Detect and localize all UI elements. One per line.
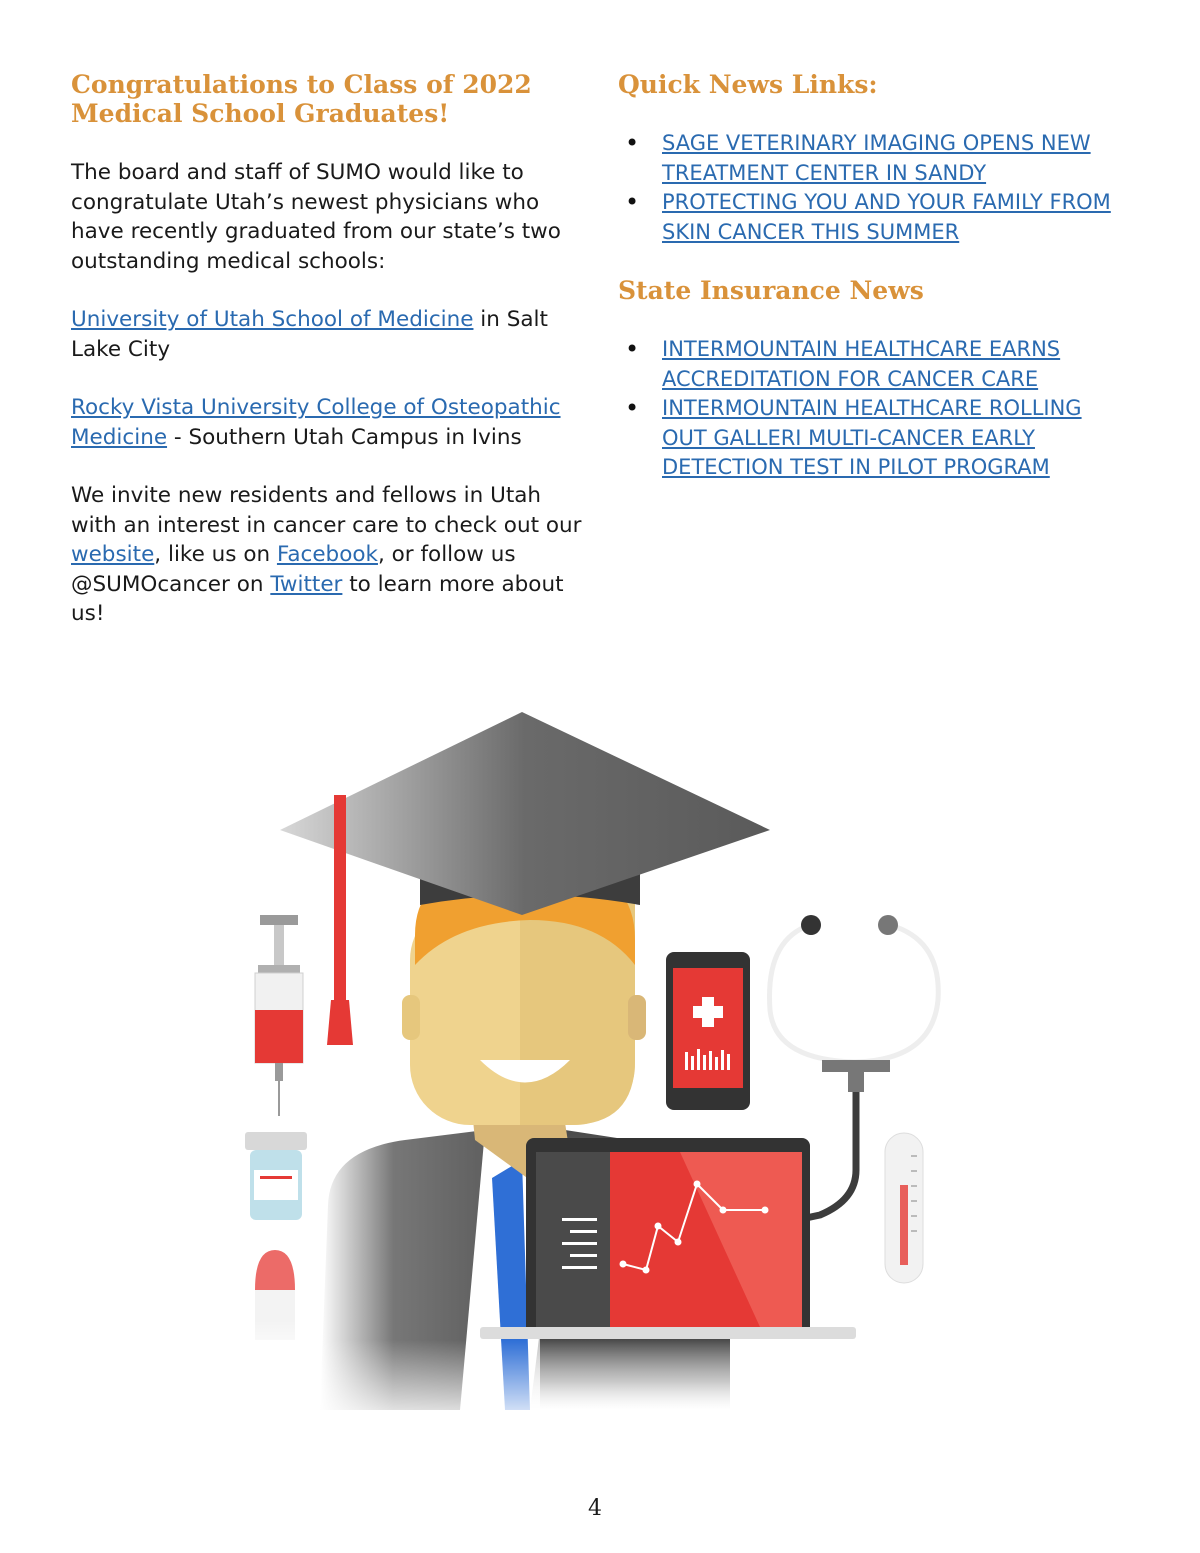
quick-news-heading: Quick News Links: — [618, 70, 878, 99]
school-1-link[interactable]: University of Utah School of Medicine — [71, 307, 474, 332]
insurance-news-list — [618, 335, 1138, 483]
invite-paragraph — [71, 481, 591, 629]
school-1-paragraph — [71, 305, 591, 364]
news-link[interactable]: • INTERMOUNTAIN HEALTHCARE EARNS ACCREDITATION FOR CANCER CARE — [662, 337, 1061, 391]
page-number: 4 — [588, 1496, 602, 1521]
news-link[interactable]: • SAGE VETERINARY IMAGING OPENS NEW TREATMENT CENTER IN SANDY — [662, 131, 1091, 185]
pill-bottle-icon — [245, 1132, 307, 1220]
facebook-link[interactable]: Facebook — [276, 542, 378, 567]
news-link[interactable]: • PROTECTING YOU AND YOUR FAMILY FROM SKIN CANCER THIS SUMMER — [662, 190, 1111, 244]
list-item — [618, 335, 1138, 394]
website-link[interactable]: website — [71, 542, 155, 567]
invite-text-1: We invite new residents and fellows in Utah with an interest in cancer care to check out our — [71, 483, 582, 538]
list-item — [618, 394, 1138, 483]
graduates-heading: Congratulations to Class of 2022 Medical School Graduates! — [71, 70, 532, 128]
left-column — [71, 70, 591, 629]
list-item — [618, 188, 1138, 247]
school-1-location: in Salt Lake City — [71, 307, 548, 362]
school-2-paragraph — [71, 393, 591, 452]
right-column — [618, 70, 1138, 483]
invite-text-3: , or follow us @SUMOcancer on — [71, 542, 516, 597]
school-2-link[interactable]: Rocky Vista University College of Osteopathic Medicine — [71, 395, 561, 450]
intro-paragraph: The board and staff of SUMO would like to congratulate Utah’s newest physicians who have recently graduated from our state’s two outstanding medical schools: — [71, 160, 561, 274]
invite-text-2: , like us on — [154, 542, 277, 567]
news-link[interactable]: • INTERMOUNTAIN HEALTHCARE ROLLING OUT GALLERI MULTI-CANCER EARLY DETECTION TEST IN PILOT PROGRAM — [662, 396, 1082, 479]
thermometer-icon — [885, 1133, 923, 1313]
list-item — [618, 129, 1138, 188]
phone-icon — [666, 952, 750, 1110]
invite-text-4: to learn more about us! — [71, 571, 564, 626]
insurance-news-heading: State Insurance News — [618, 276, 924, 305]
graduate-doctor-illustration — [230, 700, 960, 1430]
school-2-location: - Southern Utah Campus in Ivins — [167, 424, 522, 450]
syringe-icon — [255, 915, 303, 1116]
twitter-link[interactable]: Twitter — [270, 571, 343, 597]
quick-news-list — [618, 129, 1138, 247]
